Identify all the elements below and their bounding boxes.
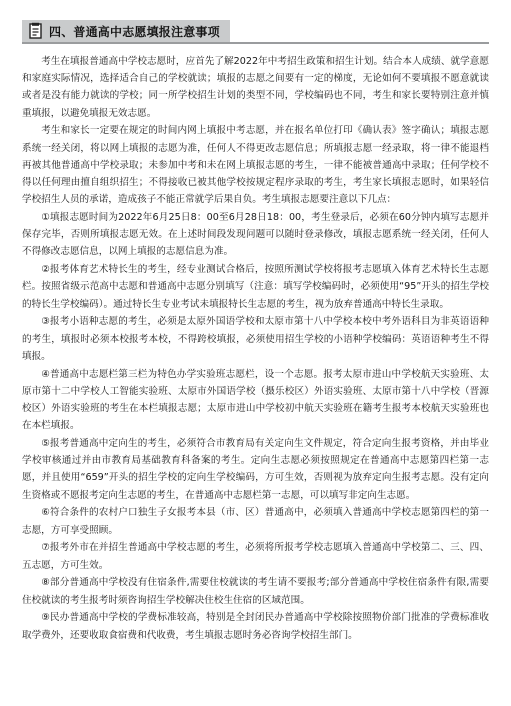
document-icon xyxy=(28,22,44,40)
section-header xyxy=(22,20,230,42)
paragraph-deadline-rules: 考生和家长一定要在规定的时间内网上填报中考志愿，并在报名单位打印《确认表》签字确认；填报志愿系统一经关闭，将以网上填报的志愿为准，任何人不得更改志愿信息；所填报志愿一经录取，将一律不能退档再被其他普通高中学校录取；未参加中考和未在网上填报志愿的考生，一律不能被普通高中录取；任何学校不得以任何理由擅自组织招生；不得接收已被其他学校按规定程序录取的考生，考生家长填报志愿时，如果轻信学校招生人员的承诺，造成孩子不能正常就学后果自负。考生填报志愿要注意以下几点： xyxy=(22,125,489,206)
paragraph-item-1: ①填报志愿时间为2022年6月25日8：00至6月28日18：00，考生登录后，必须在60分钟内填写志愿并保存完毕，否则所填报志愿无效。在上述时间段发现问题可以随时登录修改，填报志愿系统一经关闭，任何人不得修改志愿信息，以网上填报的志愿信息为准。 xyxy=(22,212,489,258)
paragraph-item-3: ③报考小语种志愿的考生，必须是太原外国语学校和太原市第十八中学校本校中考外语科目为非英语语种的考生，填报时必须本校报考本校，不得跨校填报，必须使用招生学校的小语种学校编码：英语语种考生不得填报。 xyxy=(22,316,489,362)
content-body xyxy=(22,53,489,644)
section-title: 四、普通高中志愿填报注意事项 xyxy=(49,24,220,39)
header-divider xyxy=(22,42,489,44)
paragraph-item-9: ⑨民办普通高中学校的学费标准较高，特别是全封闭民办普通高中学校除按照物价部门批准的学费标准收取学费外，还要收取食宿费和代收费，考生填报志愿时务必咨询学校招生部门。 xyxy=(22,612,489,641)
paragraph-item-4: ④普通高中志愿栏第三栏为特色办学实验班志愿栏，设一个志愿。报考太原市进山中学校航天实验班、太原市第十二中学校人工智能实验班、太原市外国语学校（摄乐校区）外语实验班、太原市第十八中学校（晋源校区）外语实验班的考生在本栏填报志愿；太原市进山中学校初中航天实验班在籍考生报考本校航天实验班也在本栏填报。 xyxy=(22,368,489,432)
paragraph-item-2: ②报考体育艺术特长生的考生，经专业测试合格后，按照所测试学校将报考志愿填入体育艺术特长生志愿栏。按照省级示范高中志愿和普通高中志愿分别填写（注意：填写学校编码时，必须使用“95”开头的招生学校的特长生学校编码）。通过特长生专业考试未填报特长生志愿的考生，视为放弃普通高中特长生录取。 xyxy=(22,264,489,310)
paragraph-item-6: ⑥符合条件的农村户口独生子女报考本县（市、区）普通高中，必须填入普通高中学校志愿第四栏的第一志愿，方可享受照顾。 xyxy=(22,507,489,536)
paragraph-item-7: ⑦报考外市在并招生普通高中学校志愿的考生，必须将所报考学校志愿填入普通高中学校第二、三、四、五志愿，方可生效。 xyxy=(22,542,489,571)
paragraph-item-5: ⑤报考普通高中定向生的考生，必须符合市教育局有关定向生文件规定，符合定向生报考资格，并由毕业学校审核通过并由市教育局基础教育科备案的考生。定向生志愿必须按照规定在普通高中志愿第四栏第一志愿，并且使用“659”开头的招生学校的定向生学校编码，方可生效，否则视为放弃定向生报考志愿。没有定向生资格或不愿报考定向生志愿的考生，在普通高中志愿栏第一志愿，可以填写非定向生志愿。 xyxy=(22,438,489,501)
paragraph-item-8: ⑧部分普通高中学校没有住宿条件,需要住校就读的考生请不要报考;部分普通高中学校住宿条件有限,需要住校就读的考生报考时须咨询招生学校解决住校生住宿的区域范围。 xyxy=(22,577,489,606)
paragraph-intro: 考生在填报普通高中学校志愿时，应首先了解2022年中考招生政策和招生计划。结合本人成绩、就学意愿和家庭实际情况，选择适合自己的学校就读；填报的志愿之间要有一定的梯度，无论如何不要填报不愿意就读或者是没有能力就读的学校；同一所学校招生计划的类型不同，学校编码也不同，考生和家长要特别注意并慎重填报，以避免填报无效志愿。 xyxy=(22,56,489,119)
